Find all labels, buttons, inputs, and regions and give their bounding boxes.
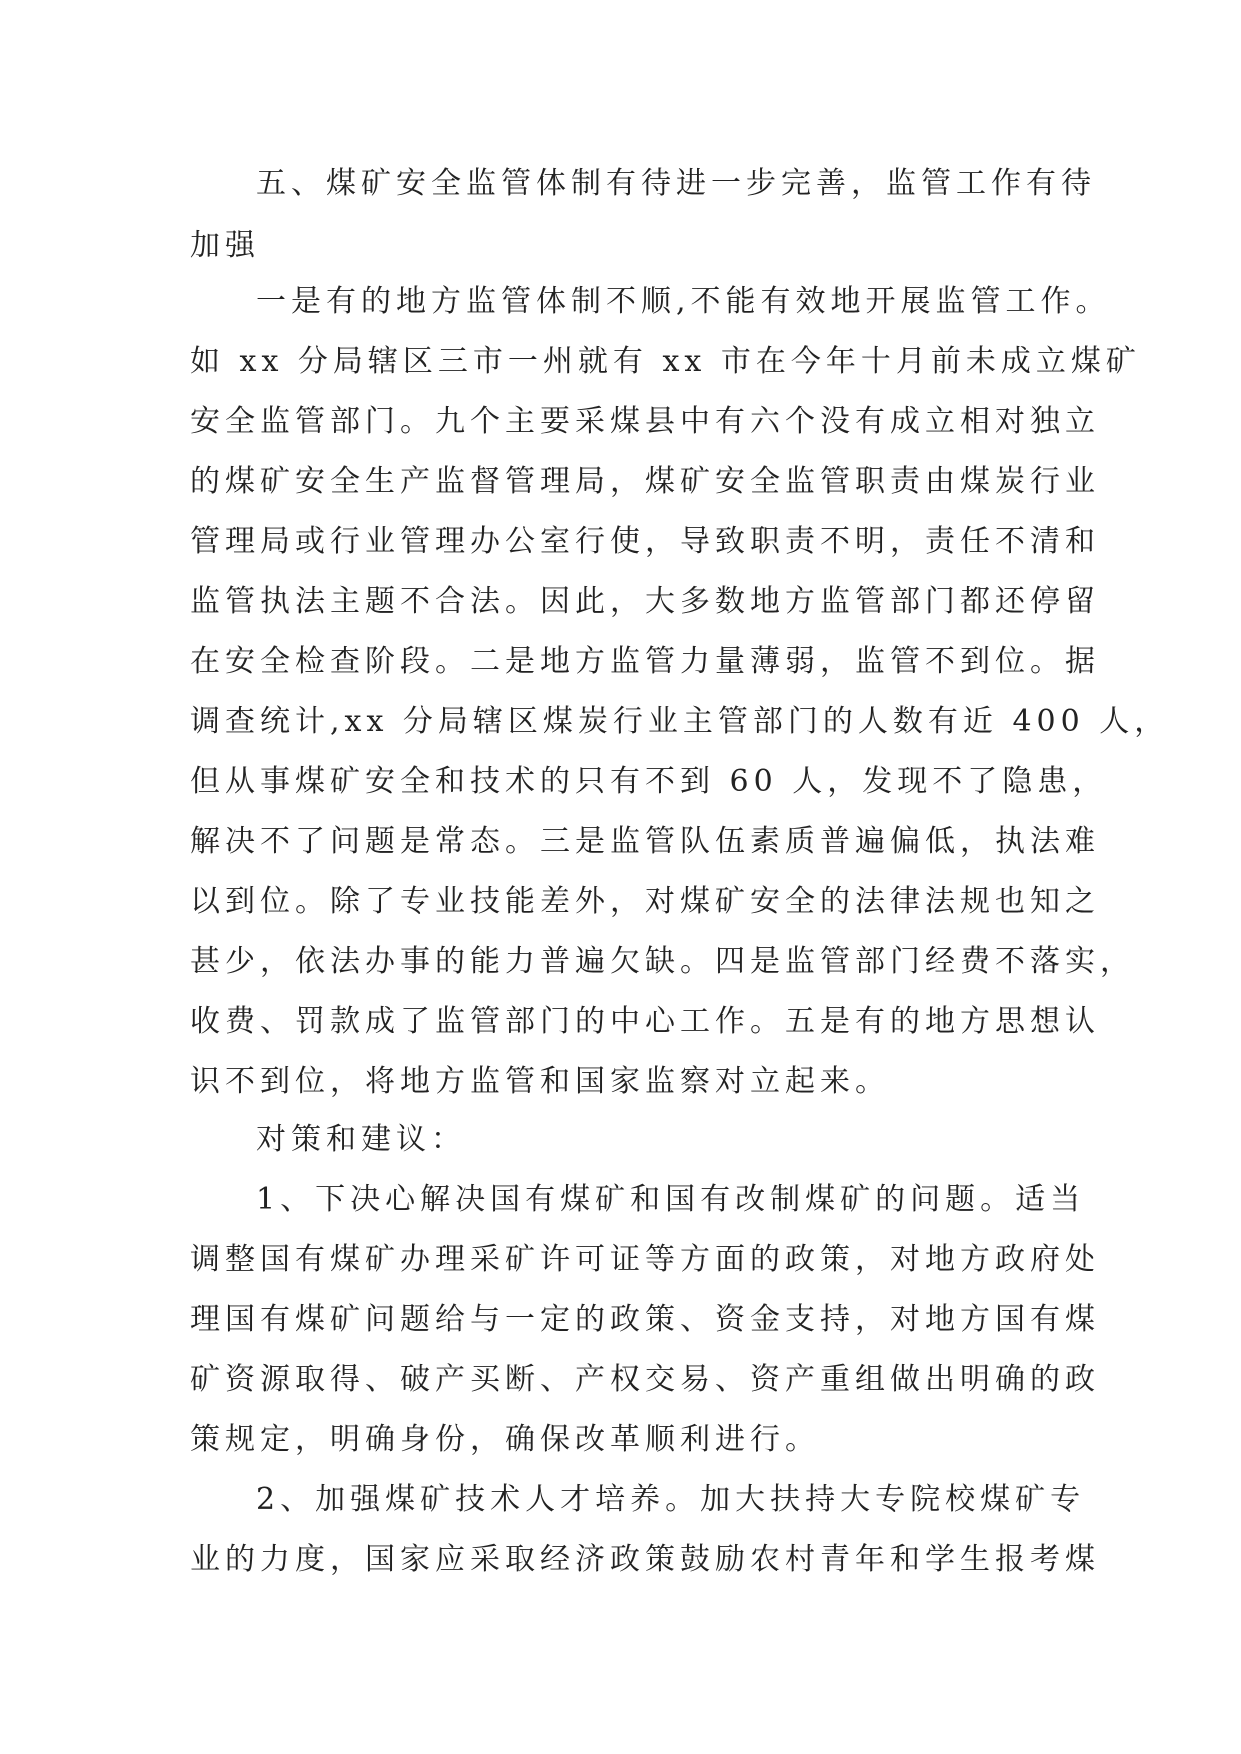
paragraph-line: 的煤矿安全生产监督管理局，煤矿安全监管职责由煤炭行业 — [190, 464, 1100, 499]
paragraph-line: 调查统计,xx 分局辖区煤炭行业主管部门的人数有近 400 人， — [190, 704, 1170, 739]
list-item-1-line: 策规定，明确身份，确保改革顺利进行。 — [190, 1422, 820, 1457]
list-item-1-line: 调整国有煤矿办理采矿许可证等方面的政策，对地方政府处 — [190, 1242, 1100, 1277]
paragraph-line: 以到位。除了专业技能差外，对煤矿安全的法律法规也知之 — [190, 884, 1100, 919]
subheading-line: 对策和建议： — [256, 1122, 466, 1157]
list-item-1-line: 矿资源取得、破产买断、产权交易、资产重组做出明确的政 — [190, 1362, 1100, 1397]
list-item-1-line: 理国有煤矿问题给与一定的政策、资金支持，对地方国有煤 — [190, 1302, 1100, 1337]
paragraph-line: 收费、罚款成了监管部门的中心工作。五是有的地方思想认 — [190, 1004, 1100, 1039]
paragraph-line: 甚少，依法办事的能力普遍欠缺。四是监管部门经费不落实， — [190, 944, 1135, 979]
paragraph-line: 一是有的地方监管体制不顺,不能有效地开展监管工作。 — [256, 284, 1111, 319]
paragraph-line: 在安全检查阶段。二是地方监管力量薄弱，监管不到位。据 — [190, 644, 1100, 679]
paragraph-line: 管理局或行业管理办公室行使，导致职责不明，责任不清和 — [190, 524, 1100, 559]
paragraph-line: 如 xx 分局辖区三市一州就有 xx 市在今年十月前未成立煤矿 — [190, 344, 1141, 379]
paragraph-line: 但从事煤矿安全和技术的只有不到 60 人，发现不了隐患， — [190, 764, 1108, 799]
list-item-2-line: 2、加强煤矿技术人才培养。加大扶持大专院校煤矿专 — [256, 1482, 1086, 1517]
paragraph-line: 监管执法主题不合法。因此，大多数地方监管部门都还停留 — [190, 584, 1100, 619]
paragraph-line: 解决不了问题是常态。三是监管队伍素质普遍偏低，执法难 — [190, 824, 1100, 859]
paragraph-line: 安全监管部门。九个主要采煤县中有六个没有成立相对独立 — [190, 404, 1100, 439]
list-item-2-line: 业的力度，国家应采取经济政策鼓励农村青年和学生报考煤 — [190, 1542, 1100, 1577]
section-heading-line-1: 五、煤矿安全监管体制有待进一步完善，监管工作有待 — [256, 166, 1096, 201]
section-heading-line-2: 加强 — [190, 228, 260, 263]
list-item-1-line: 1、下决心解决国有煤矿和国有改制煤矿的问题。适当 — [256, 1182, 1086, 1217]
paragraph-line: 识不到位，将地方监管和国家监察对立起来。 — [190, 1064, 890, 1099]
